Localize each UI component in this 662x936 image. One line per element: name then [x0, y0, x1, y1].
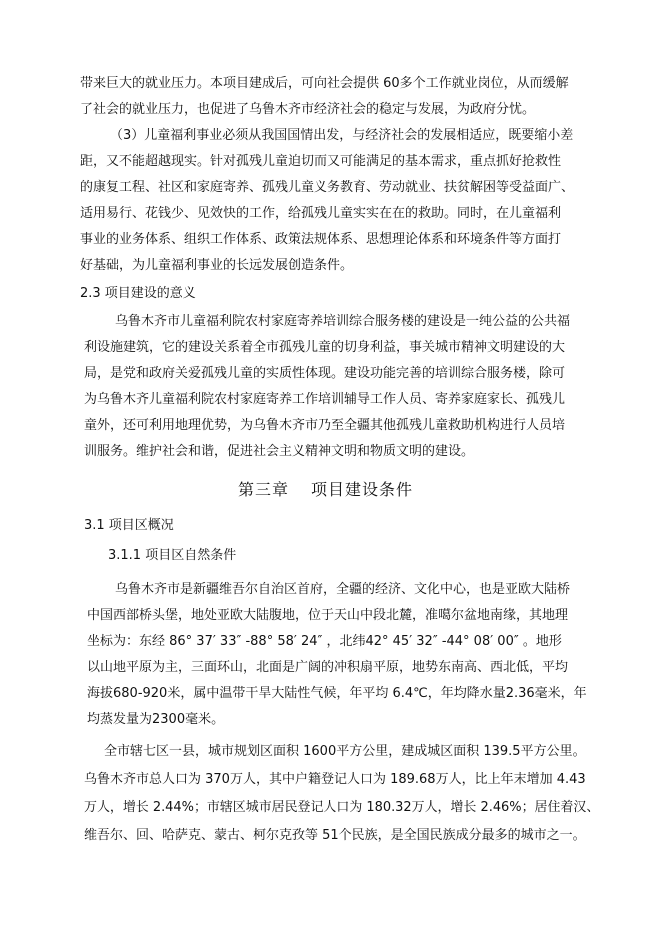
chapter-number: 第三章 [238, 480, 290, 499]
paragraph-2-line-2: 距，又不能超越现实。针对孤残儿童迫切而又可能满足的基本需求，重点抓好抢救性 [80, 154, 562, 169]
paragraph-3-line-4: 为乌鲁木齐儿童福利院农村家庭寄养工作培训辅导工作人员、寄养家庭家长、孤残儿 [84, 392, 566, 407]
paragraph-4-line-5: 海拔680-920米，属中温带干旱大陆性气候，年平均 6.4℃，年均降水量2.36毫米，年 [87, 686, 587, 701]
paragraph-4-line-2: 中国西部桥头堡，地处亚欧大陆腹地，位于天山中段北麓，准噶尔盆地南缘，其地理 [87, 608, 569, 623]
paragraph-3-line-5: 童外，还可利用地理优势，为乌鲁木齐市乃至全疆其他孤残儿童救助机构进行人员培 [84, 418, 566, 433]
paragraph-2-line-6: 好基础，为儿童福利事业的长远发展创造条件。 [80, 258, 354, 273]
paragraph-4-line-3: 坐标为：东经 86° 37′ 33″ -88° 58′ 24″ ，北纬42° 45′ 32″ -44° 08′ 00″ 。地形 [87, 634, 562, 649]
paragraph-2-line-5: 事业的业务体系、组织工作体系、政策法规体系、思想理论体系和环境条件等方面打 [80, 232, 562, 247]
paragraph-5-line-1: 全市辖七区一县，城市规划区面积 1600平方公里，建成城区面积 139.5平方公里。 [104, 744, 586, 759]
paragraph-3-line-6: 训服务。维护社会和谐，促进社会主义精神文明和物质文明的建设。 [84, 444, 475, 459]
paragraph-3-line-3: 局，是党和政府关爱孤残儿童的实质性体现。建设功能完善的培训综合服务楼，除可 [84, 366, 566, 381]
chapter-title: 项目建设条件 [311, 480, 414, 499]
paragraph-3-line-1: 乌鲁木齐市儿童福利院农村家庭寄养培训综合服务楼的建设是一纯公益的公共福 [115, 314, 571, 329]
paragraph-4-line-6: 均蒸发量为2300毫米。 [87, 712, 225, 727]
paragraph-1-line-2: 了社会的就业压力，也促进了乌鲁木齐市经济社会的稳定与发展，为政府分忧。 [80, 102, 536, 117]
section-3-1-1-heading: 3.1.1 项目区自然条件 [108, 548, 237, 563]
paragraph-5-line-3: 万人，增长 2.44%；市辖区城市居民登记人口为 180.32万人，增长 2.46%；居住着汉、 [84, 800, 600, 815]
chapter-heading [238, 480, 413, 500]
section-2-3-heading: 2.3 项目建设的意义 [80, 286, 196, 301]
paragraph-2-line-1: （3）儿童福利事业必须从我国国情出发，与经济社会的发展相适应，既要缩小差 [110, 128, 574, 143]
paragraph-2-line-4: 适用易行、花钱少、见效快的工作，给孤残儿童实实在在的救助。同时，在儿童福利 [80, 206, 562, 221]
paragraph-4-line-1: 乌鲁木齐市是新疆维吾尔自治区首府，全疆的经济、文化中心，也是亚欧大陆桥 [115, 582, 571, 597]
paragraph-1-line-1: 带来巨大的就业压力。本项目建成后，可向社会提供 60多个工作就业岗位，从而缓解 [80, 76, 569, 91]
paragraph-2-line-3: 的康复工程、社区和家庭寄养、孤残儿童义务教育、劳动就业、扶贫解困等受益面广、 [80, 180, 575, 195]
paragraph-4-line-4: 以山地平原为主，三面环山，北面是广阔的冲积扇平原，地势东南高、西北低，平均 [87, 660, 569, 675]
section-3-1-heading: 3.1 项目区概况 [84, 518, 174, 533]
paragraph-5-line-4: 维吾尔、回、哈萨克、蒙古、柯尔克孜等 51个民族，是全国民族成分最多的城市之一。 [84, 828, 586, 843]
paragraph-3-line-2: 利设施建筑，它的建设关系着全市孤残儿童的切身利益，事关城市精神文明建设的大 [84, 340, 566, 355]
paragraph-5-line-2: 乌鲁木齐市总人口为 370万人，其中户籍登记人口为 189.68万人，比上年末增加 4.43 [84, 772, 586, 787]
